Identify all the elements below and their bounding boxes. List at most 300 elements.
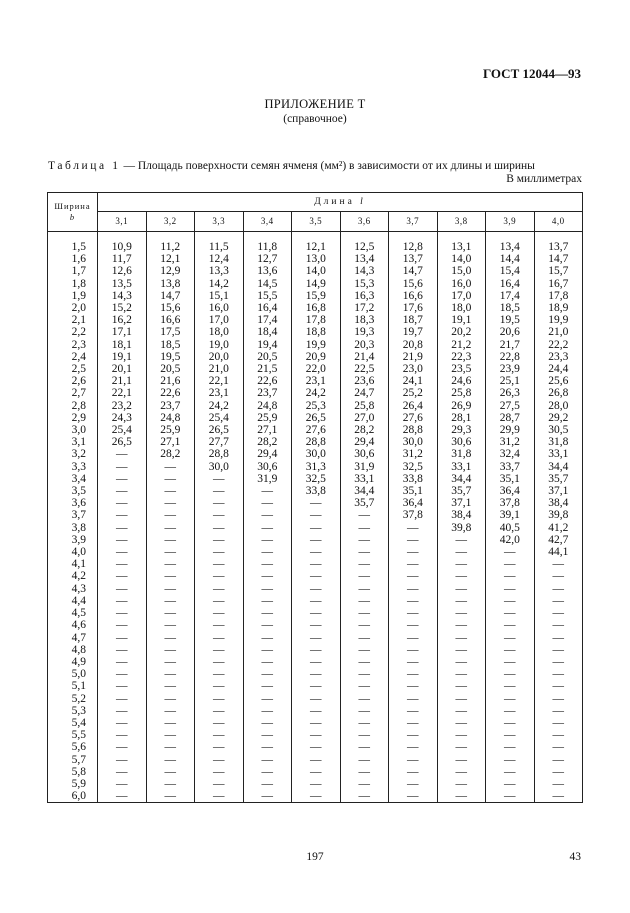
area-value-cell: — <box>389 766 438 778</box>
table-row <box>48 570 583 582</box>
table-row <box>48 644 583 656</box>
area-value-cell: — <box>486 717 535 729</box>
area-value-cell: — <box>146 583 195 595</box>
area-value-cell: — <box>146 656 195 668</box>
area-value-cell: — <box>98 705 147 717</box>
area-value-cell: 19,3 <box>340 326 389 338</box>
area-value-cell: — <box>340 595 389 607</box>
area-value-cell: — <box>146 546 195 558</box>
area-value-cell: 27,6 <box>389 412 438 424</box>
width-value-cell: 3,0 <box>48 424 98 436</box>
table-row <box>48 595 583 607</box>
area-value-cell: 35,7 <box>437 485 486 497</box>
area-value-cell: — <box>195 485 244 497</box>
area-value-cell: — <box>98 546 147 558</box>
width-value-cell: 4,5 <box>48 607 98 619</box>
table-row <box>48 534 583 546</box>
table-row <box>48 668 583 680</box>
area-value-cell: 19,9 <box>534 314 583 326</box>
area-value-cell: 30,6 <box>437 436 486 448</box>
table-row <box>48 509 583 521</box>
area-value-cell: 27,1 <box>146 436 195 448</box>
area-value-cell: — <box>243 680 292 692</box>
width-value-cell: 1,7 <box>48 265 98 277</box>
area-value-cell: — <box>195 741 244 753</box>
area-value-cell: — <box>292 509 341 521</box>
area-value-cell: 17,4 <box>486 290 535 302</box>
area-value-cell: 21,9 <box>389 351 438 363</box>
area-value-cell: — <box>340 778 389 790</box>
width-value-cell: 2,2 <box>48 326 98 338</box>
area-value-cell: 26,9 <box>437 400 486 412</box>
area-value-cell: — <box>146 497 195 509</box>
document-code: ГОСТ 12044—93 <box>482 66 581 81</box>
area-value-cell: 36,4 <box>389 497 438 509</box>
width-header-symbol: b <box>69 212 76 222</box>
area-value-cell: — <box>389 717 438 729</box>
area-value-cell: — <box>146 693 195 705</box>
area-value-cell: 10,9 <box>98 241 147 253</box>
area-value-cell: — <box>340 534 389 546</box>
area-value-cell: 14,7 <box>534 253 583 265</box>
area-value-cell: — <box>340 705 389 717</box>
area-value-cell: 26,3 <box>486 387 535 399</box>
area-value-cell: 15,7 <box>534 265 583 277</box>
table-row <box>48 424 583 436</box>
area-value-cell: 31,3 <box>292 461 341 473</box>
area-value-cell: — <box>146 473 195 485</box>
width-value-cell: 5,3 <box>48 705 98 717</box>
width-value-cell: 2,0 <box>48 302 98 314</box>
area-value-cell: — <box>98 717 147 729</box>
area-value-cell: — <box>437 741 486 753</box>
area-value-cell: — <box>389 668 438 680</box>
area-value-cell: — <box>243 693 292 705</box>
area-value-cell: 21,4 <box>340 351 389 363</box>
area-value-cell: 27,5 <box>486 400 535 412</box>
area-value-cell: 16,4 <box>486 278 535 290</box>
area-value-cell: 25,8 <box>340 400 389 412</box>
area-value-cell: 24,8 <box>243 400 292 412</box>
area-value-cell: 22,1 <box>195 375 244 387</box>
area-value-cell: 19,1 <box>98 351 147 363</box>
area-value-cell: 20,3 <box>340 339 389 351</box>
area-value-cell: 21,0 <box>195 363 244 375</box>
area-value-cell: 19,5 <box>146 351 195 363</box>
area-value-cell: 23,1 <box>195 387 244 399</box>
area-value-cell: — <box>243 619 292 631</box>
area-value-cell: 18,4 <box>243 326 292 338</box>
area-value-cell: 26,5 <box>98 436 147 448</box>
area-value-cell: — <box>437 790 486 803</box>
width-value-cell: 5,6 <box>48 741 98 753</box>
area-value-cell: 26,5 <box>195 424 244 436</box>
area-value-cell: 23,9 <box>486 363 535 375</box>
width-value-cell: 1,8 <box>48 278 98 290</box>
width-value-cell: 3,7 <box>48 509 98 521</box>
area-value-cell: 12,8 <box>389 241 438 253</box>
area-value-cell: 13,4 <box>486 241 535 253</box>
area-value-cell: 24,4 <box>534 363 583 375</box>
area-value-cell: — <box>146 790 195 803</box>
area-value-cell: 12,4 <box>195 253 244 265</box>
spacer-cell <box>146 232 195 242</box>
area-value-cell: — <box>389 570 438 582</box>
area-value-cell: — <box>486 546 535 558</box>
area-value-cell: — <box>98 522 147 534</box>
area-value-cell: 17,8 <box>534 290 583 302</box>
area-value-cell: — <box>486 619 535 631</box>
area-value-cell: — <box>340 546 389 558</box>
area-value-cell: — <box>389 729 438 741</box>
area-value-cell: 24,8 <box>146 412 195 424</box>
area-value-cell: 24,3 <box>98 412 147 424</box>
area-value-cell: — <box>195 693 244 705</box>
spacer-cell <box>389 232 438 242</box>
width-value-cell: 4,3 <box>48 583 98 595</box>
area-value-cell: — <box>389 693 438 705</box>
table-row <box>48 265 583 277</box>
area-value-cell: 21,7 <box>486 339 535 351</box>
area-value-cell: 25,4 <box>195 412 244 424</box>
area-value-cell: — <box>98 778 147 790</box>
width-value-cell: 5,4 <box>48 717 98 729</box>
area-value-cell: — <box>243 778 292 790</box>
area-value-cell: — <box>486 570 535 582</box>
area-value-cell: 12,6 <box>98 265 147 277</box>
area-value-cell: 16,6 <box>146 314 195 326</box>
area-value-cell: — <box>292 534 341 546</box>
length-value-header: 3,2 <box>146 211 195 231</box>
width-value-cell: 5,2 <box>48 693 98 705</box>
area-value-cell: — <box>292 741 341 753</box>
table-spacer-row <box>48 232 583 242</box>
area-value-cell: — <box>243 534 292 546</box>
area-value-cell: — <box>534 790 583 803</box>
area-value-cell: 18,3 <box>340 314 389 326</box>
width-value-cell: 5,9 <box>48 778 98 790</box>
width-column-header <box>48 193 98 232</box>
area-value-cell: — <box>195 607 244 619</box>
area-value-cell: — <box>195 644 244 656</box>
area-value-cell: — <box>340 619 389 631</box>
width-value-cell: 5,8 <box>48 766 98 778</box>
area-value-cell: — <box>340 790 389 803</box>
area-value-cell: 31,9 <box>340 461 389 473</box>
area-value-cell: — <box>389 754 438 766</box>
area-value-cell: 25,8 <box>437 387 486 399</box>
area-value-cell: — <box>534 766 583 778</box>
area-value-cell: 27,7 <box>195 436 244 448</box>
area-value-cell: 29,2 <box>534 412 583 424</box>
area-value-cell: 20,0 <box>195 351 244 363</box>
area-value-cell: 34,4 <box>534 461 583 473</box>
area-value-cell: — <box>146 778 195 790</box>
area-value-cell: — <box>389 595 438 607</box>
page-number-right: 43 <box>569 851 581 863</box>
table-body <box>48 232 583 803</box>
area-value-cell: 21,2 <box>437 339 486 351</box>
area-value-cell: 30,5 <box>534 424 583 436</box>
area-value-cell: — <box>243 595 292 607</box>
area-value-cell: 18,1 <box>98 339 147 351</box>
area-value-cell: — <box>389 644 438 656</box>
area-value-cell: — <box>146 766 195 778</box>
area-value-cell: 17,0 <box>195 314 244 326</box>
area-value-cell: — <box>389 583 438 595</box>
width-value-cell: 4,8 <box>48 644 98 656</box>
area-value-cell: — <box>243 485 292 497</box>
area-value-cell: 40,5 <box>486 522 535 534</box>
area-value-cell: — <box>486 680 535 692</box>
area-value-cell: 33,8 <box>292 485 341 497</box>
length-value-header: 3,4 <box>243 211 292 231</box>
area-value-cell: 17,0 <box>437 290 486 302</box>
width-value-cell: 4,7 <box>48 632 98 644</box>
width-value-cell: 5,7 <box>48 754 98 766</box>
area-value-cell: — <box>146 522 195 534</box>
area-value-cell: 28,8 <box>389 424 438 436</box>
area-value-cell: — <box>389 522 438 534</box>
area-value-cell: — <box>292 619 341 631</box>
area-value-cell: — <box>389 632 438 644</box>
table-row <box>48 290 583 302</box>
area-value-cell: — <box>195 534 244 546</box>
table-row <box>48 278 583 290</box>
area-value-cell: 36,4 <box>486 485 535 497</box>
area-value-cell: 19,1 <box>437 314 486 326</box>
area-value-cell: — <box>437 705 486 717</box>
area-value-cell: 19,0 <box>195 339 244 351</box>
area-value-cell: — <box>98 656 147 668</box>
area-value-cell: — <box>195 546 244 558</box>
area-value-cell: — <box>486 754 535 766</box>
area-value-cell: — <box>195 583 244 595</box>
area-value-cell: — <box>146 680 195 692</box>
area-value-cell: 17,6 <box>389 302 438 314</box>
area-value-cell: — <box>195 778 244 790</box>
area-value-cell: 12,1 <box>146 253 195 265</box>
area-value-cell: — <box>195 473 244 485</box>
area-value-cell: — <box>98 668 147 680</box>
area-value-cell: — <box>437 680 486 692</box>
area-value-cell: 27,0 <box>340 412 389 424</box>
area-value-cell: 24,6 <box>437 375 486 387</box>
area-value-cell: 22,2 <box>534 339 583 351</box>
table-label: Таблица 1 <box>48 160 121 172</box>
area-value-cell: — <box>98 729 147 741</box>
table-row <box>48 717 583 729</box>
area-value-cell: — <box>98 693 147 705</box>
width-value-cell: 4,1 <box>48 558 98 570</box>
area-value-cell: — <box>437 656 486 668</box>
area-value-cell: 15,0 <box>437 265 486 277</box>
area-value-cell: 29,4 <box>340 436 389 448</box>
area-value-cell: 19,9 <box>292 339 341 351</box>
area-value-cell: — <box>243 656 292 668</box>
area-value-cell: — <box>486 632 535 644</box>
table-row <box>48 253 583 265</box>
area-value-cell: 15,2 <box>98 302 147 314</box>
area-value-cell: — <box>146 644 195 656</box>
area-value-cell: 28,0 <box>534 400 583 412</box>
area-value-cell: — <box>389 546 438 558</box>
width-value-cell: 2,9 <box>48 412 98 424</box>
area-value-cell: — <box>146 705 195 717</box>
table-row <box>48 693 583 705</box>
area-value-cell: — <box>389 619 438 631</box>
table-row <box>48 607 583 619</box>
area-value-cell: 22,3 <box>437 351 486 363</box>
area-value-cell: — <box>534 632 583 644</box>
area-value-cell: 14,5 <box>243 278 292 290</box>
area-value-cell: 12,1 <box>292 241 341 253</box>
area-value-cell: — <box>534 607 583 619</box>
area-value-cell: 20,6 <box>486 326 535 338</box>
area-value-cell: — <box>534 668 583 680</box>
area-value-cell: 14,3 <box>98 290 147 302</box>
area-value-cell: 26,4 <box>389 400 438 412</box>
width-value-cell: 4,4 <box>48 595 98 607</box>
area-value-cell: — <box>195 790 244 803</box>
appendix-title: ПРИЛОЖЕНИЕ Т <box>264 97 366 111</box>
area-value-cell: — <box>243 570 292 582</box>
table-row <box>48 558 583 570</box>
area-value-cell: — <box>486 693 535 705</box>
area-value-cell: — <box>292 522 341 534</box>
width-value-cell: 3,8 <box>48 522 98 534</box>
area-value-cell: — <box>340 766 389 778</box>
table-row <box>48 302 583 314</box>
area-value-cell: — <box>437 570 486 582</box>
area-value-cell: 29,9 <box>486 424 535 436</box>
area-value-cell: — <box>243 546 292 558</box>
area-value-cell: 30,0 <box>292 448 341 460</box>
width-value-cell: 5,1 <box>48 680 98 692</box>
area-value-cell: 13,7 <box>534 241 583 253</box>
area-value-cell: 28,2 <box>146 448 195 460</box>
area-value-cell: — <box>98 790 147 803</box>
area-value-cell: — <box>243 729 292 741</box>
length-value-header: 3,6 <box>340 211 389 231</box>
area-value-cell: 14,0 <box>437 253 486 265</box>
area-value-cell: 16,6 <box>389 290 438 302</box>
area-value-cell: — <box>146 717 195 729</box>
spacer-cell <box>98 232 147 242</box>
area-value-cell: 13,1 <box>437 241 486 253</box>
area-value-cell: — <box>146 595 195 607</box>
width-value-cell: 5,5 <box>48 729 98 741</box>
area-value-cell: 17,2 <box>340 302 389 314</box>
area-value-cell: — <box>195 729 244 741</box>
area-value-cell: — <box>437 668 486 680</box>
table-row <box>48 680 583 692</box>
area-value-cell: — <box>195 754 244 766</box>
area-value-cell: 20,1 <box>98 363 147 375</box>
area-value-cell: 35,1 <box>389 485 438 497</box>
area-value-cell: — <box>486 741 535 753</box>
area-value-cell: — <box>292 717 341 729</box>
area-value-cell: 42,0 <box>486 534 535 546</box>
area-value-cell: — <box>243 497 292 509</box>
table-row <box>48 375 583 387</box>
area-value-cell: 25,1 <box>486 375 535 387</box>
area-value-cell: — <box>243 766 292 778</box>
area-value-cell: — <box>146 741 195 753</box>
area-value-cell: 21,6 <box>146 375 195 387</box>
area-value-cell: — <box>98 558 147 570</box>
area-value-cell: 44,1 <box>534 546 583 558</box>
area-value-cell: — <box>243 632 292 644</box>
area-value-cell: 28,2 <box>243 436 292 448</box>
area-value-cell: 13,8 <box>146 278 195 290</box>
area-value-cell: 21,5 <box>243 363 292 375</box>
area-value-cell: — <box>98 632 147 644</box>
area-value-cell: 33,1 <box>340 473 389 485</box>
table-row <box>48 729 583 741</box>
area-value-cell: — <box>340 583 389 595</box>
area-value-cell: 18,0 <box>437 302 486 314</box>
area-value-cell: — <box>340 632 389 644</box>
table-row <box>48 448 583 460</box>
area-value-cell: — <box>98 766 147 778</box>
spacer-cell <box>437 232 486 242</box>
area-value-cell: 32,5 <box>292 473 341 485</box>
area-value-cell: — <box>292 693 341 705</box>
area-value-cell: 25,3 <box>292 400 341 412</box>
area-value-cell: 15,5 <box>243 290 292 302</box>
area-value-cell: 38,4 <box>534 497 583 509</box>
area-value-cell: 20,5 <box>146 363 195 375</box>
area-value-cell: — <box>437 754 486 766</box>
area-value-cell: — <box>195 570 244 582</box>
length-value-header: 3,3 <box>195 211 244 231</box>
area-value-cell: 15,1 <box>195 290 244 302</box>
area-value-cell: 33,7 <box>486 461 535 473</box>
area-value-cell: — <box>98 461 147 473</box>
area-value-cell: 25,9 <box>243 412 292 424</box>
area-value-cell: 31,2 <box>389 448 438 460</box>
area-value-cell: — <box>98 583 147 595</box>
area-value-cell: — <box>195 668 244 680</box>
area-value-cell: — <box>292 778 341 790</box>
table-row <box>48 522 583 534</box>
area-value-cell: — <box>340 754 389 766</box>
table-row <box>48 473 583 485</box>
area-value-cell: 18,5 <box>146 339 195 351</box>
area-value-cell: 23,2 <box>98 400 147 412</box>
area-value-cell: 37,1 <box>437 497 486 509</box>
page-number-center: 197 <box>306 851 324 863</box>
area-value-cell: 15,9 <box>292 290 341 302</box>
area-value-cell: — <box>146 607 195 619</box>
area-value-cell: — <box>98 485 147 497</box>
area-value-cell: 16,7 <box>534 278 583 290</box>
table-row <box>48 766 583 778</box>
area-value-cell: 11,8 <box>243 241 292 253</box>
area-value-cell: — <box>98 644 147 656</box>
table-row <box>48 497 583 509</box>
area-value-cell: — <box>98 754 147 766</box>
area-value-cell: 35,7 <box>340 497 389 509</box>
spacer-cell <box>48 232 98 242</box>
area-value-cell: — <box>146 632 195 644</box>
area-value-cell: — <box>98 595 147 607</box>
width-value-cell: 2,6 <box>48 375 98 387</box>
table-caption <box>48 160 535 172</box>
area-value-cell: — <box>146 509 195 521</box>
area-value-cell: 34,4 <box>437 473 486 485</box>
